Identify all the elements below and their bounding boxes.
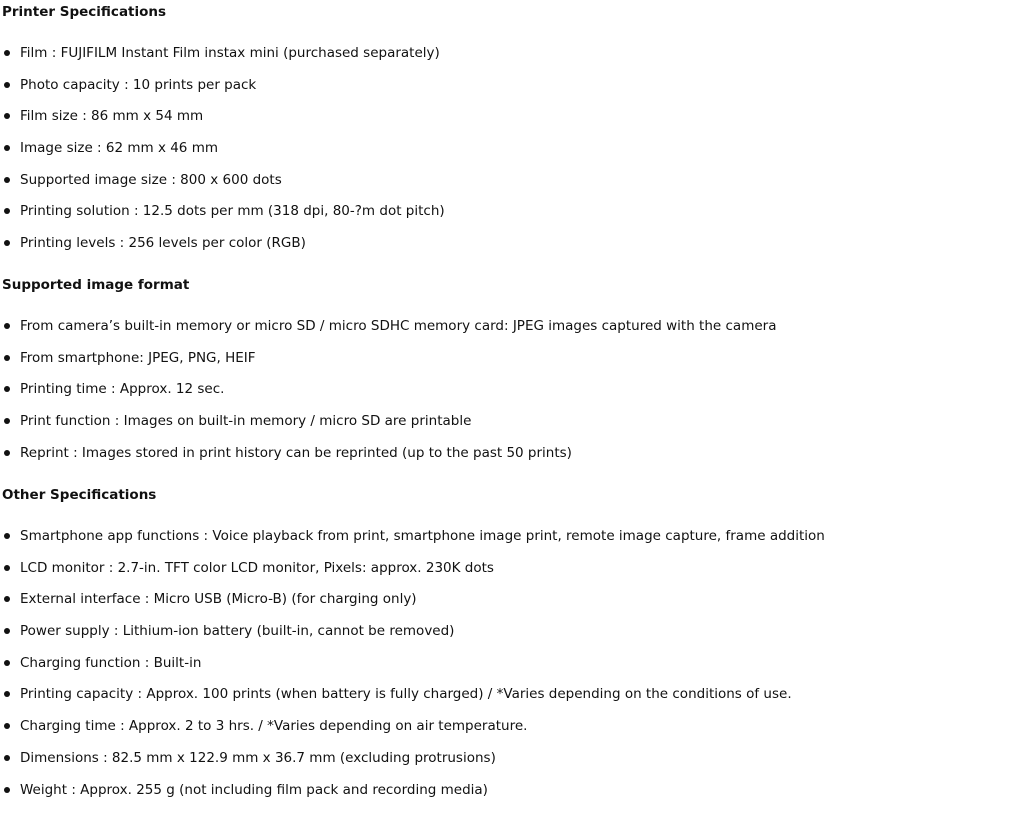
list-item	[2, 350, 776, 382]
bullet-icon	[4, 723, 10, 729]
spec-text: Supported image size : 800 x 600 dots	[20, 172, 282, 188]
spec-text: Print function : Images on built-in memory / micro SD are printable	[20, 413, 471, 429]
spec-text: From smartphone: JPEG, PNG, HEIF	[20, 350, 256, 366]
printer-specifications-section	[2, 4, 445, 267]
bullet-icon	[4, 755, 10, 761]
spec-text: Weight : Approx. 255 g (not including film pack and recording media)	[20, 782, 488, 798]
bullet-icon	[4, 628, 10, 634]
list-item	[2, 445, 776, 477]
list-item	[2, 203, 445, 235]
bullet-icon	[4, 113, 10, 119]
bullet-icon	[4, 355, 10, 361]
supported-image-format-section	[2, 277, 776, 476]
spec-text: Film size : 86 mm x 54 mm	[20, 108, 203, 124]
list-item	[2, 560, 825, 592]
other-specifications-section	[2, 487, 825, 813]
list-item	[2, 140, 445, 172]
spec-text: Photo capacity : 10 prints per pack	[20, 77, 256, 93]
bullet-icon	[4, 596, 10, 602]
spec-text: Smartphone app functions : Voice playback from print, smartphone image print, remote image capture, frame addition	[20, 528, 825, 544]
spec-text: Printing levels : 256 levels per color (RGB)	[20, 235, 306, 251]
bullet-icon	[4, 208, 10, 214]
bullet-icon	[4, 82, 10, 88]
spec-text: Power supply : Lithium-ion battery (built-in, cannot be removed)	[20, 623, 454, 639]
spec-text: Dimensions : 82.5 mm x 122.9 mm x 36.7 mm (excluding protrusions)	[20, 750, 496, 766]
bullet-icon	[4, 533, 10, 539]
bullet-icon	[4, 450, 10, 456]
spec-text: From camera’s built-in memory or micro SD / micro SDHC memory card: JPEG images captured with the camera	[20, 318, 776, 334]
section-title: Supported image format	[2, 277, 776, 293]
bullet-icon	[4, 418, 10, 424]
spec-text: Film : FUJIFILM Instant Film instax mini (purchased separately)	[20, 45, 440, 61]
list-item	[2, 77, 445, 109]
list-item	[2, 381, 776, 413]
list-item	[2, 686, 825, 718]
spec-list	[2, 318, 776, 476]
section-title: Printer Specifications	[2, 4, 445, 20]
bullet-icon	[4, 691, 10, 697]
spec-text: Printing solution : 12.5 dots per mm (318 dpi, 80-?m dot pitch)	[20, 203, 445, 219]
list-item	[2, 655, 825, 687]
spec-text: External interface : Micro USB (Micro-B) (for charging only)	[20, 591, 417, 607]
list-item	[2, 591, 825, 623]
list-item	[2, 108, 445, 140]
bullet-icon	[4, 660, 10, 666]
list-item	[2, 623, 825, 655]
spec-text: LCD monitor : 2.7-in. TFT color LCD monitor, Pixels: approx. 230K dots	[20, 560, 494, 576]
bullet-icon	[4, 323, 10, 329]
list-item	[2, 528, 825, 560]
list-item	[2, 718, 825, 750]
bullet-icon	[4, 50, 10, 56]
list-item	[2, 318, 776, 350]
bullet-icon	[4, 386, 10, 392]
list-item	[2, 413, 776, 445]
spec-text: Charging time : Approx. 2 to 3 hrs. / *Varies depending on air temperature.	[20, 718, 527, 734]
list-item	[2, 235, 445, 267]
spec-list	[2, 528, 825, 813]
spec-text: Printing capacity : Approx. 100 prints (when battery is fully charged) / *Varies depending on the conditions of use.	[20, 686, 792, 702]
bullet-icon	[4, 240, 10, 246]
spec-text: Charging function : Built-in	[20, 655, 201, 671]
spec-text: Image size : 62 mm x 46 mm	[20, 140, 218, 156]
section-title: Other Specifications	[2, 487, 825, 503]
bullet-icon	[4, 565, 10, 571]
list-item	[2, 750, 825, 782]
list-item	[2, 172, 445, 204]
spec-list	[2, 45, 445, 267]
bullet-icon	[4, 177, 10, 183]
bullet-icon	[4, 145, 10, 151]
list-item	[2, 45, 445, 77]
list-item	[2, 782, 825, 813]
spec-text: Reprint : Images stored in print history can be reprinted (up to the past 50 prints)	[20, 445, 572, 461]
spec-text: Printing time : Approx. 12 sec.	[20, 381, 224, 397]
bullet-icon	[4, 787, 10, 793]
